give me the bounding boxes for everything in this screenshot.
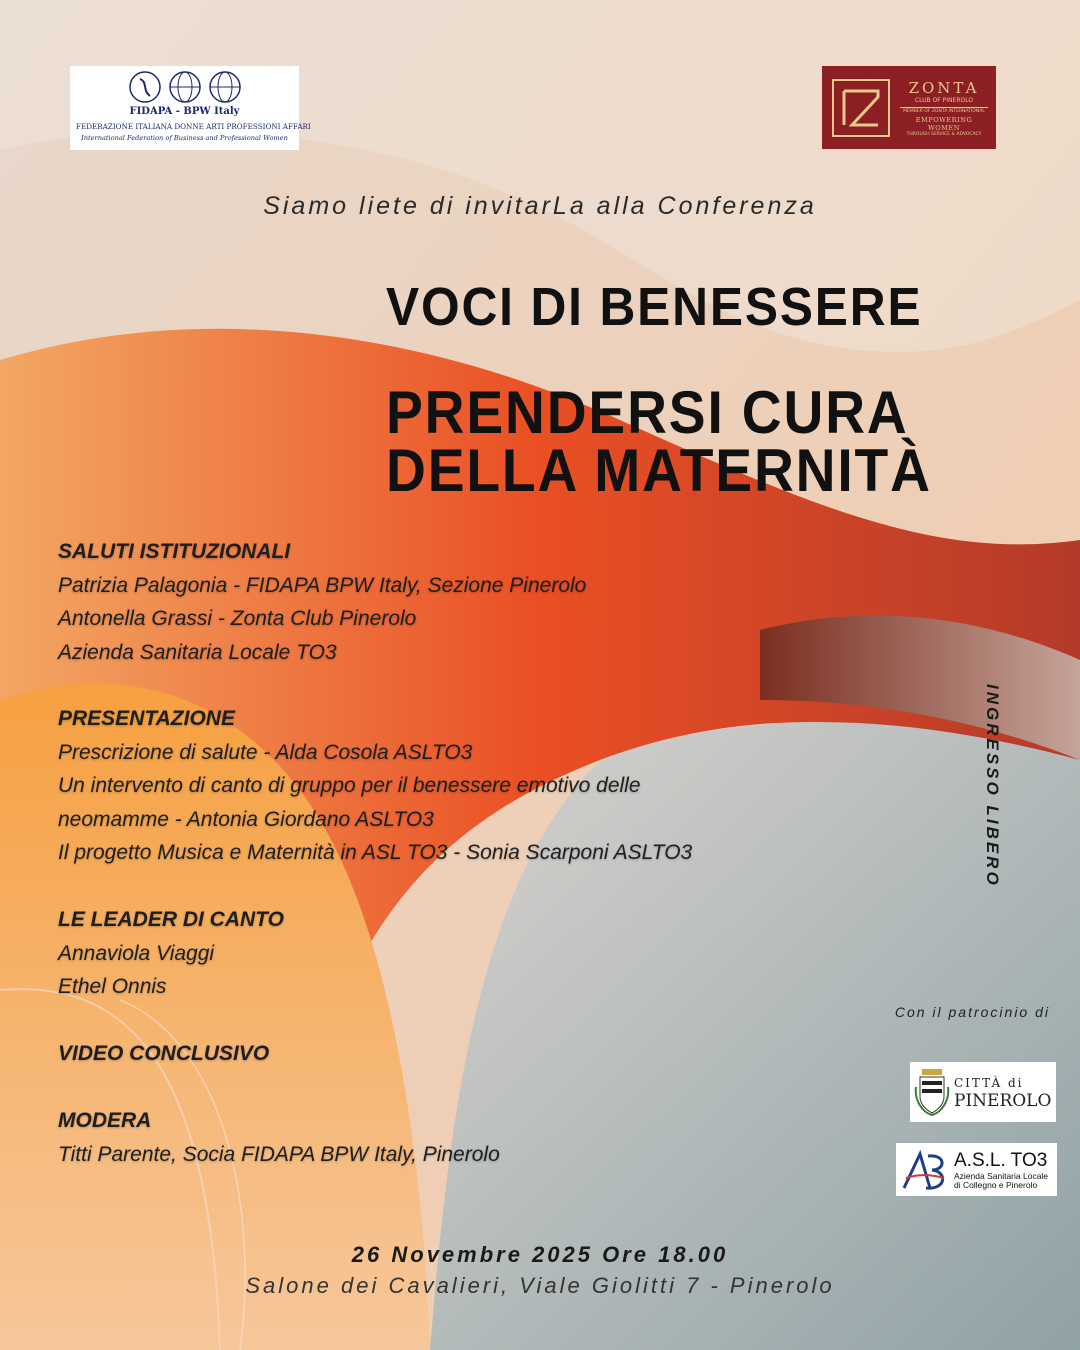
leader-heading: LE LEADER DI CANTO: [58, 908, 284, 931]
saluti-item: Antonella Grassi - Zonta Club Pinerolo: [58, 607, 417, 630]
event-date: 26 Novembre 2025 Ore 18.00: [351, 1242, 729, 1267]
modera-item: Titti Parente, Socia FIDAPA BPW Italy, Pinerolo: [58, 1142, 500, 1166]
section-modera: [58, 1104, 500, 1171]
patrocinio-text: Con il patrocinio di: [894, 1004, 1050, 1020]
modera-heading: MODERA: [58, 1109, 152, 1132]
globe-icon: [168, 70, 202, 104]
asl-to3-logo: [896, 1143, 1057, 1196]
title-main: [386, 379, 932, 504]
zonta-logo: [822, 66, 996, 149]
leader-item: Annaviola Viaggi: [58, 941, 215, 965]
section-presentazione: [58, 702, 692, 870]
zonta-tagline-2: THROUGH SERVICE & ADVOCACY: [906, 131, 982, 137]
leader-item: Ethel Onnis: [58, 975, 167, 998]
asl-line-1: Azienda Sanitaria Locale: [954, 1170, 1049, 1181]
fidapa-logo: [70, 66, 311, 150]
title-line-3: DELLA MATERNITÀ: [386, 437, 932, 504]
asl-mark-icon: [900, 1148, 950, 1192]
fidapa-full-name: FEDERAZIONE ITALIANA DONNE ARTI PROFESSIONI AFFARI: [76, 122, 311, 131]
section-leader: [58, 903, 284, 1004]
presentazione-item: Un intervento di canto di gruppo per il benessere emotivo delle: [58, 774, 641, 797]
saluti-item: Azienda Sanitaria Locale TO3: [58, 640, 337, 664]
globe-icon: [208, 70, 242, 104]
zonta-tagline: EMPOWERING WOMEN: [915, 115, 973, 132]
ingresso-text: INGRESSO LIBERO: [983, 684, 1002, 888]
citta-line-1: CITTÀ di: [954, 1076, 1024, 1090]
event-place: Salone dei Cavalieri, Viale Giolitti 7 - Pinerolo: [245, 1273, 835, 1298]
asl-name: A.S.L. TO3: [954, 1149, 1048, 1171]
coat-of-arms-icon: [914, 1067, 950, 1117]
fidapa-name: FIDAPA - BPW Italy: [129, 106, 240, 117]
zonta-member: MEMBER OF ZONTA INTERNATIONAL: [900, 107, 988, 114]
presentazione-item: neomamme - Antonia Giordano ASLTO3: [58, 807, 434, 831]
saluti-item: Patrizia Palagonia - FIDAPA BPW Italy, Sezione Pinerolo: [58, 573, 587, 597]
asl-line-2: di Collegno e Pinerolo: [954, 1179, 1038, 1190]
presentazione-item: Il progetto Musica e Maternità in ASL TO3 - Sonia Scarponi ASLTO3: [58, 841, 693, 864]
presentazione-item: Prescrizione di salute - Alda Cosola ASLTO3: [58, 740, 473, 764]
zonta-name: ZONTA: [908, 78, 980, 97]
invite-text: Siamo liete di invitarLa alla Conferenza: [263, 192, 817, 220]
section-video: [58, 1037, 269, 1071]
citta-pinerolo-logo: [910, 1062, 1056, 1122]
presentazione-heading: PRESENTAZIONE: [58, 707, 235, 730]
zonta-club: CLUB OF PINEROLO: [914, 96, 974, 104]
title-line-2: PRENDERSI CURA: [386, 379, 909, 446]
section-saluti: [58, 535, 586, 669]
title-line-1: VOCI DI BENESSERE: [386, 277, 923, 337]
ingresso-libero: [982, 684, 1012, 914]
zonta-emblem-icon: [830, 77, 892, 139]
saluti-heading: SALUTI ISTITUZIONALI: [58, 540, 291, 563]
globe-icons: [76, 70, 293, 104]
fidapa-figure-icon: [128, 70, 162, 104]
citta-line-2: PINEROLO: [954, 1091, 1052, 1111]
fidapa-english-name: International Federation of Business and Professional Women: [81, 134, 288, 142]
video-heading: VIDEO CONCLUSIVO: [58, 1042, 270, 1065]
